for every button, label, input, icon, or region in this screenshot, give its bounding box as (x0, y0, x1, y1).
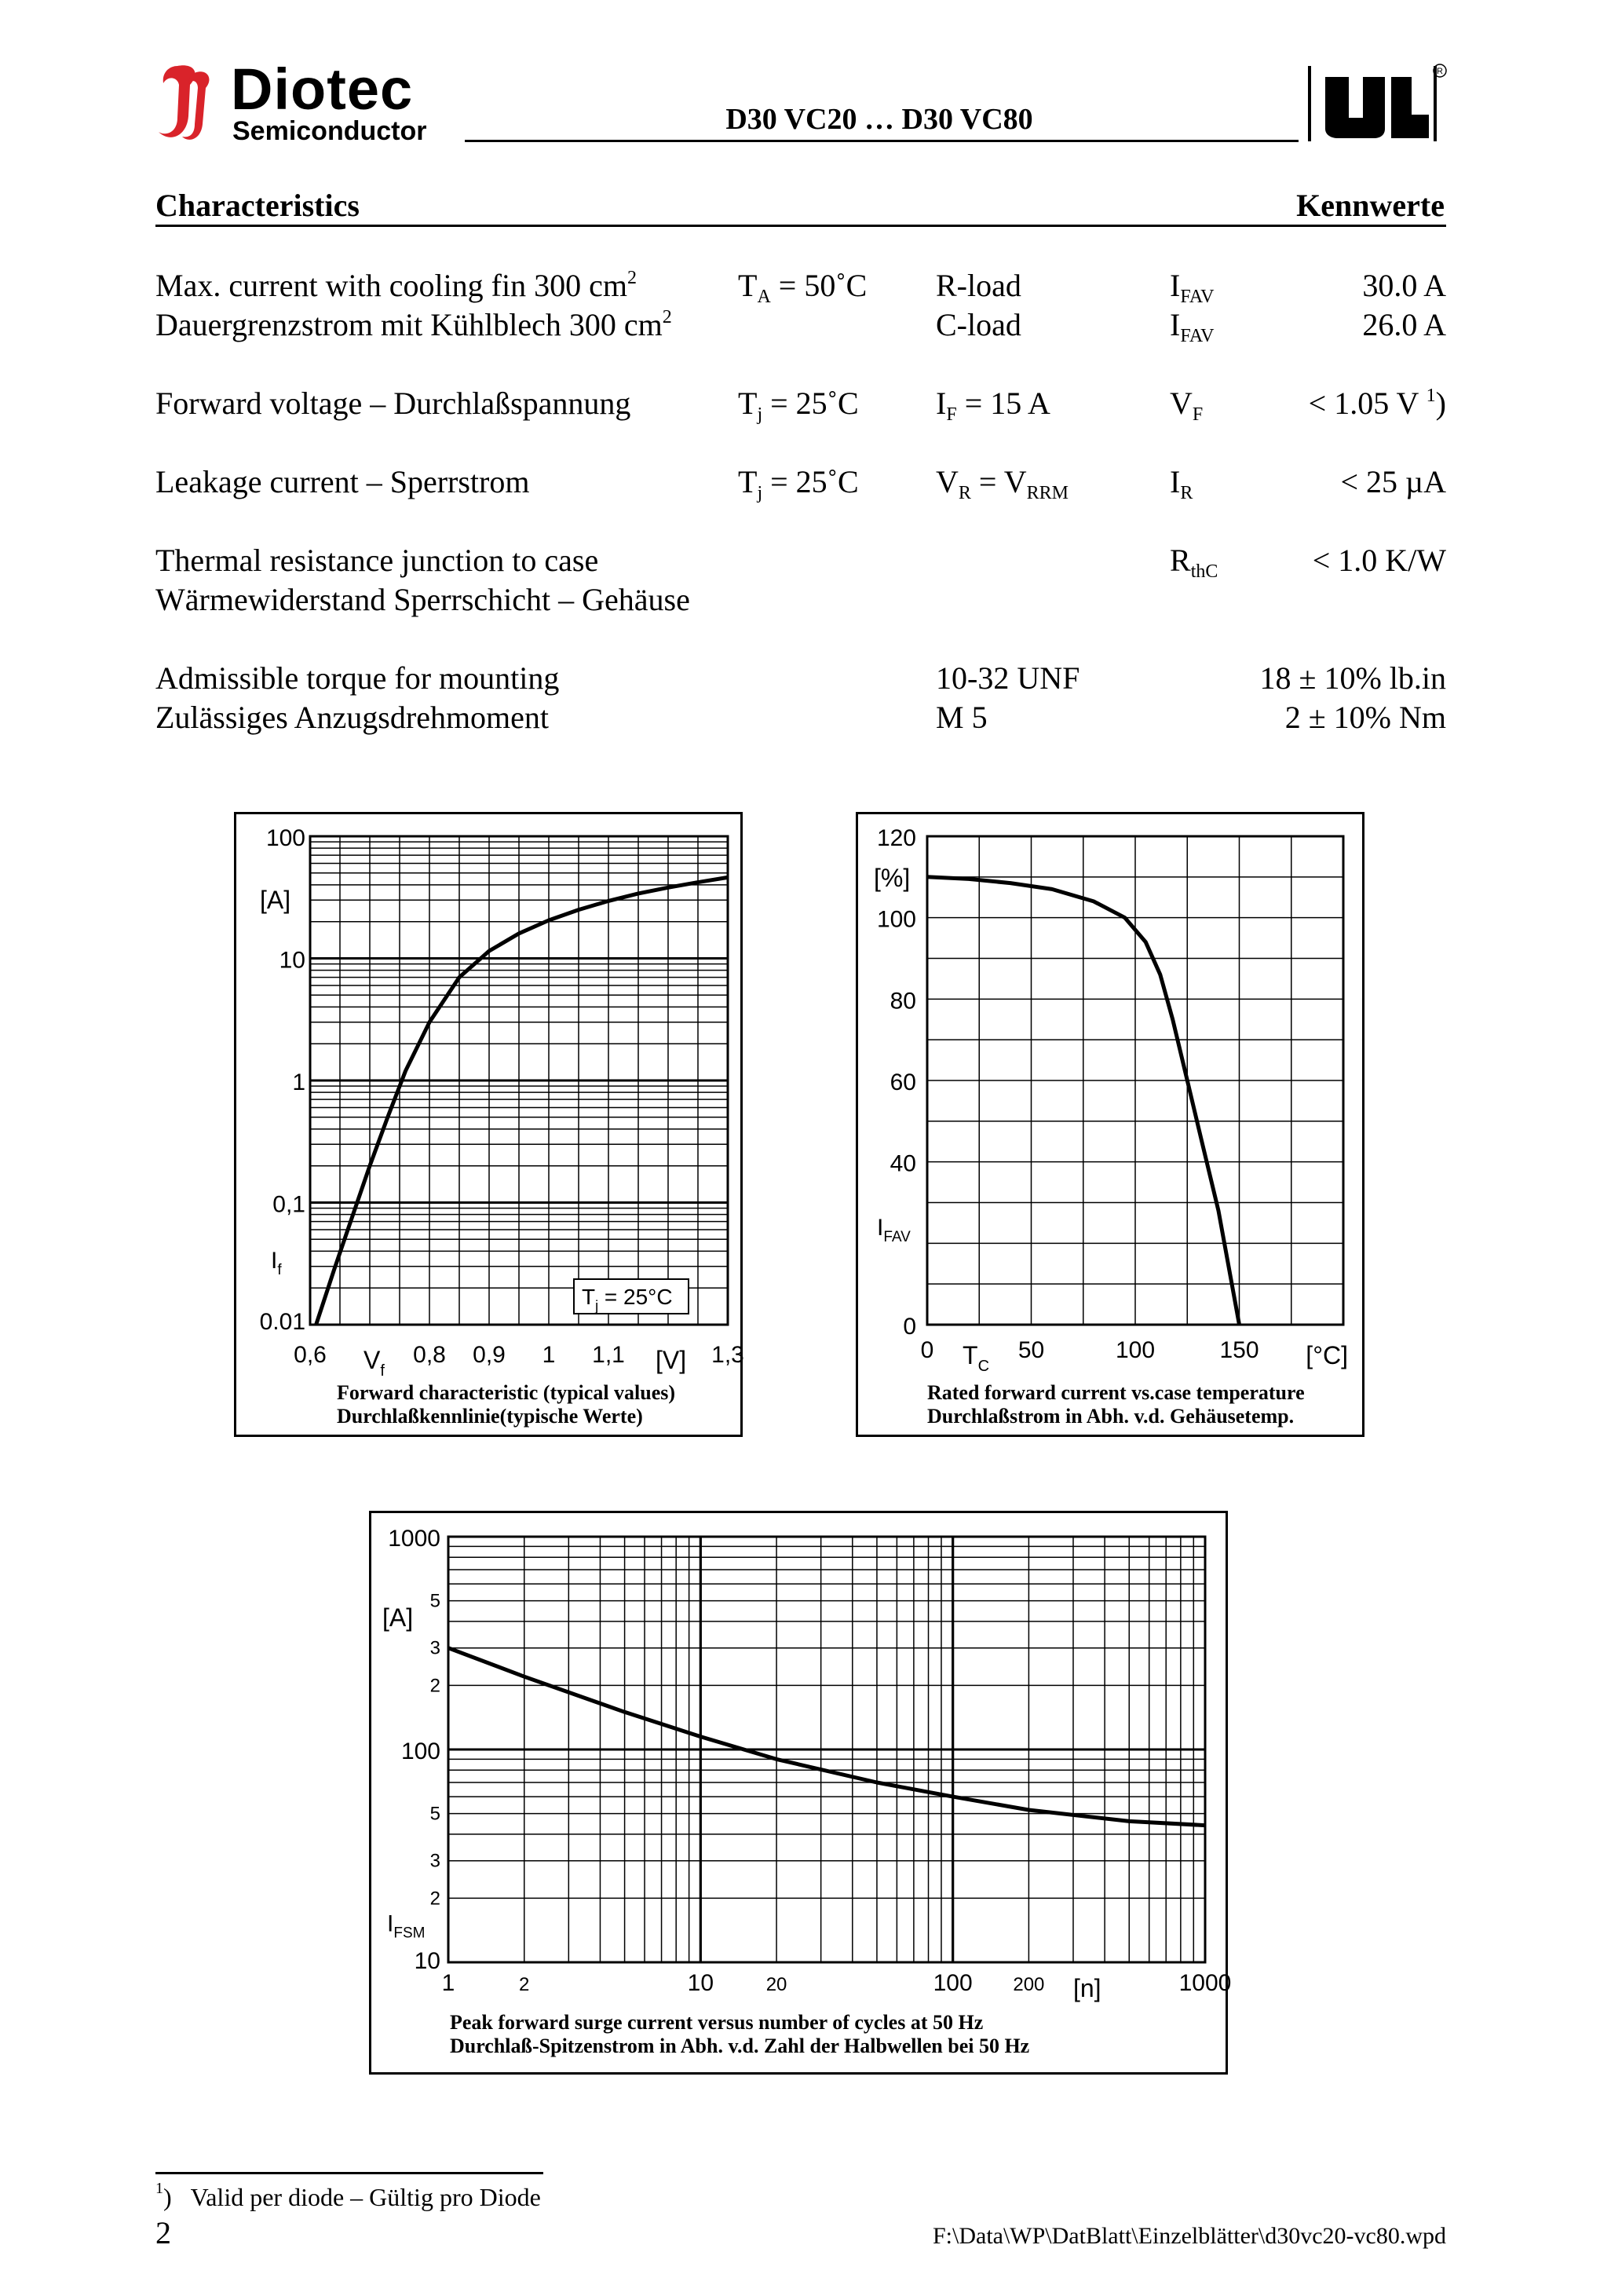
spec-label: Max. current with cooling fin 300 cm (155, 268, 627, 303)
chart1-ytick-label: 0.01 (259, 1309, 305, 1335)
chart1-x-unit: [V] (656, 1346, 687, 1374)
chart1-xtick-label: 1,1 (592, 1342, 625, 1368)
chart3-xtick-label: 1 (441, 1970, 455, 1996)
spec-value: 18 ± 10% lb.in (1259, 660, 1446, 696)
section-title-de: Kennwerte (1296, 188, 1445, 223)
chart3-xtick-label: 1000 (1178, 1970, 1232, 1996)
chart-surge-current (369, 1511, 1232, 2075)
chart3-y-label: $I_{FSM}$ (387, 1910, 426, 1942)
chart2-ytick-label: 40 (890, 1150, 916, 1177)
load-type: C-load (936, 307, 1021, 342)
chart1-xtick-label: 0,9 (473, 1342, 506, 1368)
chart3-xtick-label: 10 (687, 1970, 714, 1996)
brand-name: Diotec (231, 57, 414, 122)
chart1-series-line (316, 877, 728, 1325)
load-type: R-load (936, 268, 1021, 303)
chart2-ytick-label: 100 (876, 906, 916, 933)
spec-label: Dauergrenzstrom mit Kühlblech 300 cm (155, 307, 663, 342)
chart2-xtick-label: 150 (1219, 1337, 1259, 1363)
chart3-ytick-label: 10 (414, 1948, 440, 1974)
spec-label: Wärmewiderstand Sperrschicht – Gehäuse (155, 582, 690, 617)
spec-value: < 1.05 V $^1$) (1308, 386, 1446, 421)
spec-value: 30.0 A (1362, 268, 1446, 303)
chart2-y-unit: [%] (874, 863, 911, 892)
spec-value: 26.0 A (1362, 307, 1446, 342)
chart3-ytick-label: 5 (429, 1803, 440, 1825)
chart2-ytick-label: 0 (903, 1314, 916, 1340)
chart2-ytick-label: 80 (890, 988, 916, 1015)
svg-text:R: R (1437, 67, 1443, 76)
chart2-ytick-label: 120 (876, 825, 916, 851)
chart3-xtick-label: 100 (933, 1970, 973, 1996)
chart3-xtick-label: 20 (765, 1974, 787, 1995)
section-rule (155, 225, 1446, 227)
chart1-ytick-label: 10 (279, 947, 305, 974)
brand-subtitle: Semiconductor (232, 116, 427, 146)
chart3-ytick-label: 100 (400, 1738, 440, 1764)
chart3-y-unit: [A] (382, 1603, 414, 1632)
chart1-caption-en: Forward characteristic (typical values) (337, 1381, 676, 1404)
chart3-ytick-label: 1000 (388, 1526, 440, 1552)
page-number: 2 (155, 2215, 171, 2250)
footnote-text: Valid per diode – Gültig pro Diode (190, 2183, 541, 2211)
chart3-ytick-label: 5 (429, 1590, 440, 1612)
spec-label: Leakage current – Sperrstrom (155, 464, 530, 499)
logo-mark-icon (154, 61, 217, 148)
footnote-rule (155, 2172, 543, 2174)
chart-forward-characteristic (234, 812, 743, 1437)
spec-label: Zulässiges Anzugsdrehmoment (155, 700, 550, 735)
chart1-svg (236, 814, 744, 1435)
chart2-svg (858, 814, 1362, 1435)
ul-certification-icon (1308, 63, 1446, 144)
chart1-xtick-label: 0,8 (413, 1342, 446, 1368)
thread-type: M 5 (936, 700, 988, 735)
spec-label: Admissible torque for mounting (155, 660, 560, 696)
chart3-ytick-label: 3 (429, 1637, 440, 1659)
chart-rated-current-vs-temp (856, 812, 1364, 1437)
file-path: F:\Data\WP\DatBlatt\Einzelblätter\d30vc20-vc80.wpd (932, 2223, 1446, 2249)
logo (154, 57, 437, 148)
chart1-ytick-label: 100 (265, 825, 305, 851)
chart3-caption-en: Peak forward surge current versus number of cycles at 50 Hz (450, 2011, 984, 2034)
spec-value: < 1.0 K/W (1312, 543, 1446, 578)
chart1-xtick-label: 0,6 (294, 1342, 327, 1368)
spec-value: < 25 µA (1340, 464, 1446, 499)
header-rule (465, 140, 1299, 142)
chart3-x-unit: [n] (1072, 1974, 1101, 2002)
section-title-en: Characteristics (155, 188, 360, 223)
chart3-ytick-label: 2 (429, 1888, 440, 1910)
chart1-annotation: $T_j = 25^\circ C$ (582, 1285, 673, 1314)
chart3-caption-de: Durchlaß-Spitzenstrom in Abh. v.d. Zahl der Halbwellen bei 50 Hz (450, 2035, 1030, 2057)
footnote: $^1$) Valid per diode – Gültig pro Diode (155, 2180, 541, 2211)
chart2-xtick-label: 50 (1017, 1337, 1045, 1363)
chart3-series-line (448, 1648, 1205, 1826)
spec-label: Thermal resistance junction to case (155, 543, 599, 578)
chart1-caption-de: Durchlaßkennlinie(typische Werte) (337, 1405, 643, 1428)
chart2-xtick-label: 100 (1115, 1337, 1156, 1363)
spec-label: Forward voltage – Durchlaßspannung (155, 386, 631, 421)
chart3-ytick-label: 3 (429, 1850, 440, 1872)
chart1-ytick-label: 1 (292, 1069, 305, 1095)
spec-value: 2 ± 10% Nm (1284, 700, 1446, 735)
chart2-x-label: $T_C$ (963, 1341, 990, 1375)
page-title: D30 VC20 … D30 VC80 (725, 103, 1033, 136)
chart3-svg (371, 1513, 1232, 2072)
chart1-y-label: $I_f$ (271, 1248, 282, 1278)
chart1-y-unit: [A] (260, 886, 291, 914)
chart1-x-label: $V_f$ (363, 1346, 385, 1380)
chart3-xtick-label: 2 (519, 1974, 530, 1995)
ul-mark (1308, 63, 1446, 144)
chart1-ytick-label: 0,1 (272, 1191, 305, 1218)
chart1-xtick-label: 1 (542, 1342, 556, 1368)
chart3-xtick-label: 200 (1013, 1974, 1045, 1995)
thread-type: 10-32 UNF (936, 660, 1080, 696)
chart1-xtick-label: 1,3 (711, 1342, 744, 1368)
chart3-ytick-label: 2 (429, 1675, 440, 1697)
chart2-caption-de: Durchlaßstrom in Abh. v.d. Gehäusetemp. (927, 1405, 1295, 1428)
chart2-caption-en: Rated forward current vs.case temperature (927, 1381, 1305, 1404)
chart2-ytick-label: 60 (890, 1069, 916, 1095)
chart2-y-label: $I_{FAV}$ (877, 1214, 911, 1245)
chart2-x-unit: [°C] (1306, 1341, 1348, 1369)
chart2-xtick-label: 0 (920, 1337, 934, 1363)
